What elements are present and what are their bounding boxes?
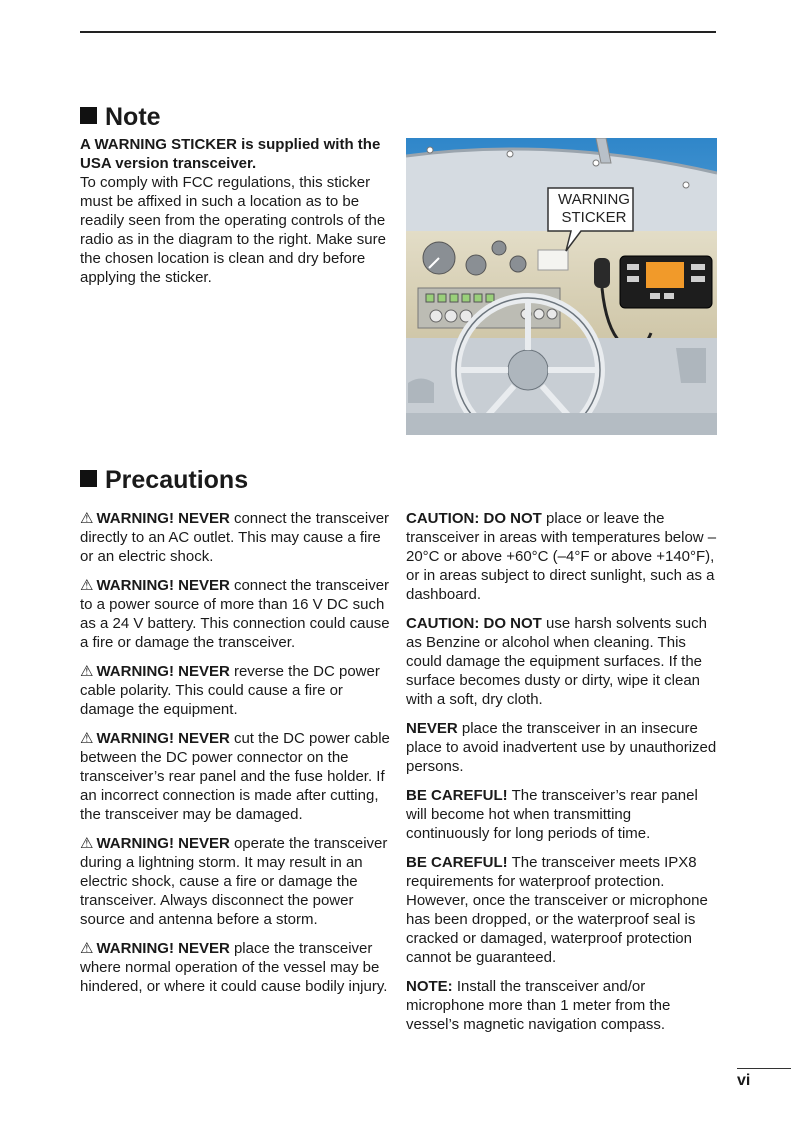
warning-triangle-icon: ⚠ (80, 577, 94, 594)
precaution-item: ⚠ WARNING! NEVER connect the transceiver to a power source of more than 16 V DC such as a 24 V battery. This connection could cause a fire or damage the transceiver. (80, 577, 390, 651)
precautions-right-column (406, 509, 718, 1044)
square-bullet-icon (80, 107, 97, 124)
top-rule (80, 31, 716, 33)
precaution-item: NEVER place the transceiver in an insecure place to avoid inadvertent use by unauthorized persons. (406, 720, 717, 775)
callout-text-line1: WARNING (558, 191, 630, 208)
callout-text-line2: STICKER (561, 209, 627, 226)
note-body: To comply with FCC regulations, this sticker must be affixed in such a location as to be readily seen from the operating controls of the radio as in the diagram to the right. Make sure the chosen location is clean and dry before applying the sticker. (80, 174, 386, 286)
warning-triangle-icon: ⚠ (80, 730, 94, 747)
precaution-item: BE CAREFUL! The transceiver meets IPX8 requirements for waterproof protection. However, once the transceiver or microphone has been dropped, or the waterproof seal is cracked or damaged, waterproof protection cannot be guaranteed. (406, 854, 708, 966)
warning-sticker-diagram (406, 138, 717, 435)
precaution-item: BE CAREFUL! The transceiver’s rear panel will become hot when transmitting continuously for long periods of time. (406, 787, 698, 842)
warning-triangle-icon: ⚠ (80, 510, 94, 527)
precaution-item: CAUTION: DO NOT use harsh solvents such as Benzine or alcohol when cleaning. This could damage the equipment surfaces. If the surface becomes dusty or dirty, wipe it clean with a soft, dry cloth. (406, 615, 707, 708)
precautions-heading: Precautions (80, 465, 248, 495)
note-text (80, 135, 395, 287)
page-number: vi (737, 1072, 751, 1089)
precaution-item: ⚠ WARNING! NEVER cut the DC power cable between the DC power connector on the transceiver’s rear panel and the fuse holder. If an incorrect connection is made after cutting, the transceiver may be damaged. (80, 730, 390, 823)
warning-triangle-icon: ⚠ (80, 835, 94, 852)
note-heading: Note (80, 102, 161, 132)
precaution-item: NOTE: Install the transceiver and/or microphone more than 1 meter from the vessel’s magnetic navigation compass. (406, 978, 671, 1033)
square-bullet-icon (80, 470, 97, 487)
precaution-item: ⚠ WARNING! NEVER reverse the DC power cable polarity. This could cause a fire or damage the equipment. (80, 663, 380, 718)
warning-triangle-icon: ⚠ (80, 940, 94, 957)
precaution-item: ⚠ WARNING! NEVER place the transceiver where normal operation of the vessel may be hindered, or where it could cause bodily injury. (80, 940, 388, 995)
precautions-left-column (80, 509, 390, 1006)
precaution-item: CAUTION: DO NOT place or leave the transceiver in areas with temperatures below –20°C or above +60°C (–4°F or above +140°F), or in areas subject to direct sunlight, such as a dashboard. (406, 510, 717, 603)
precaution-item: ⚠ WARNING! NEVER operate the transceiver during a lightning storm. It may result in an electric shock, cause a fire or damage the transceiver. Always disconnect the power source and antenna before a storm. (80, 835, 388, 928)
precaution-item: ⚠ WARNING! NEVER connect the transceiver directly to an AC outlet. This may cause a fire or an electric shock. (80, 510, 390, 565)
bottom-rule (737, 1068, 791, 1069)
warning-triangle-icon: ⚠ (80, 663, 94, 680)
note-bold-text: A WARNING STICKER is supplied with the USA version transceiver. (80, 136, 381, 172)
